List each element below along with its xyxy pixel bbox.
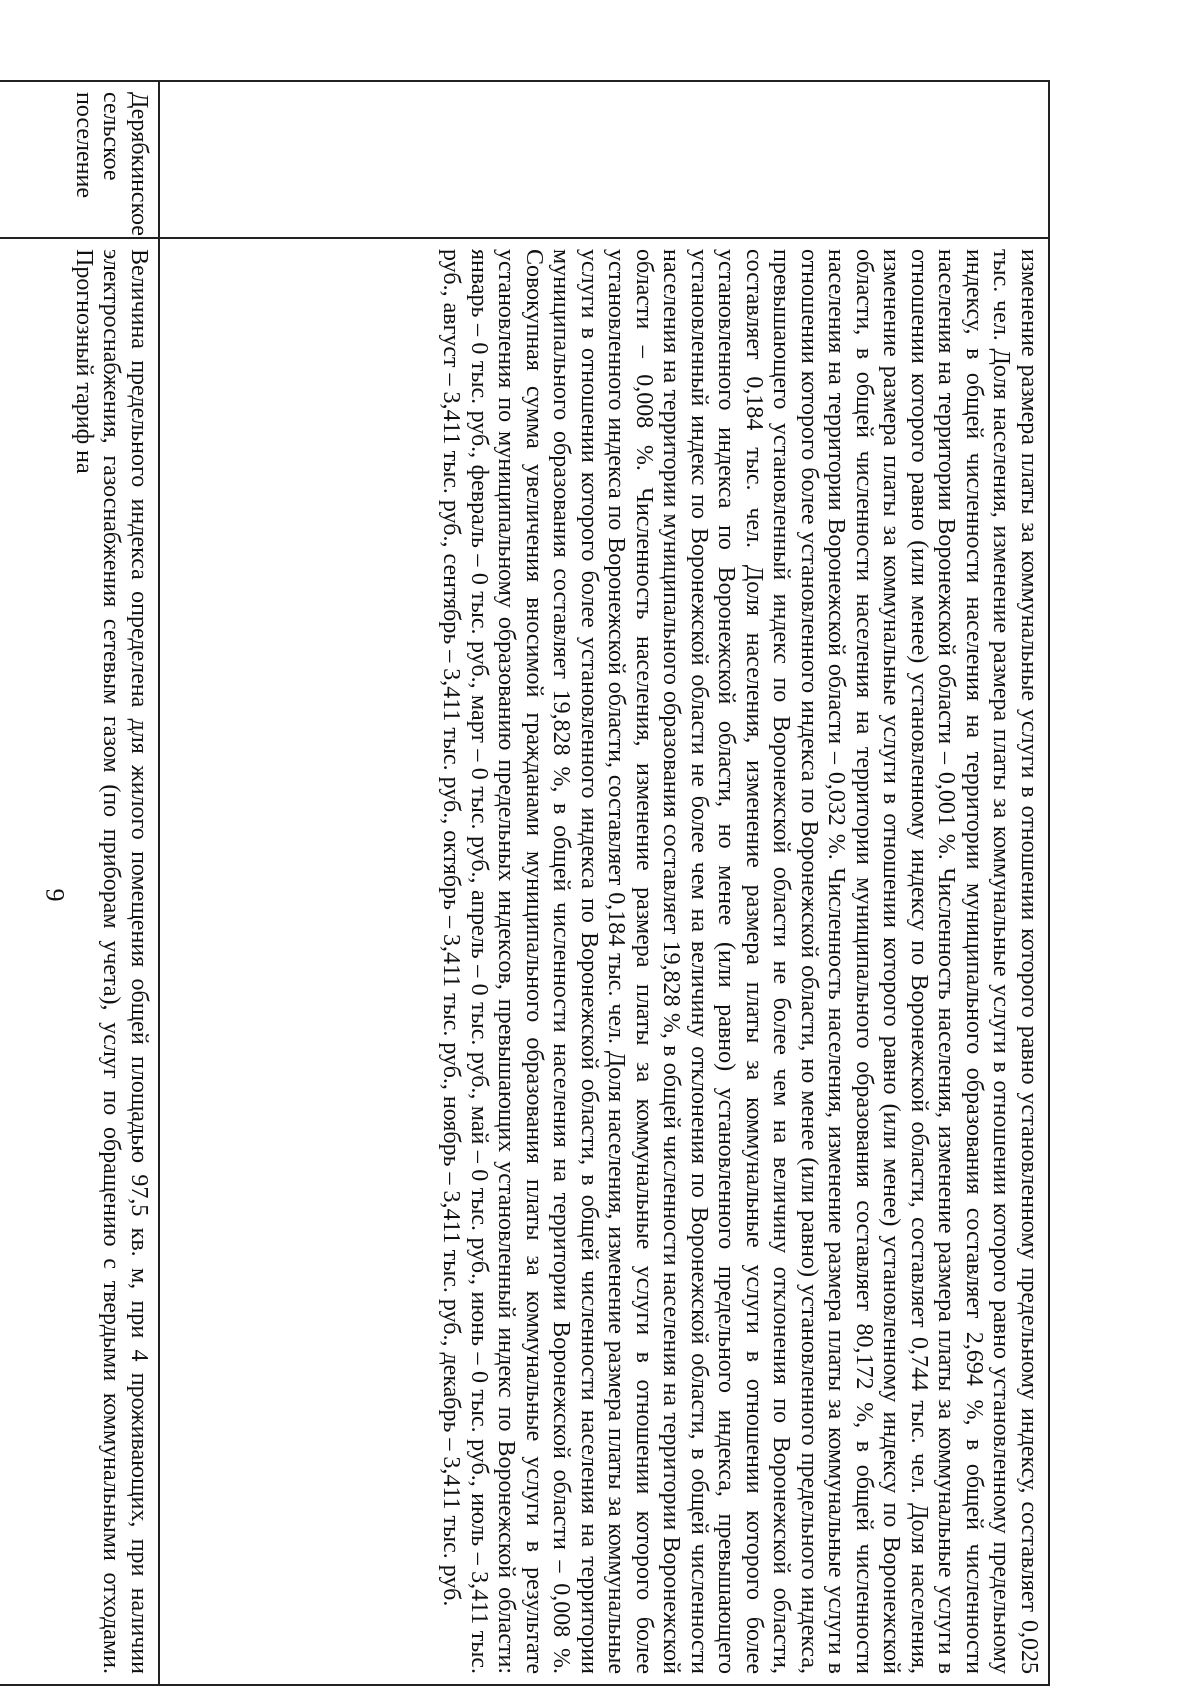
settlement-cell — [159, 81, 1049, 238]
description-cell — [159, 238, 1049, 1685]
description-text: Величина предельного индекса определена для жилого помещения общей площадью 97,5 кв. м, при 4 проживающих, при наличии электроснабжения, газоснабжения сетевым газом (по приборам учета), услуг по обращению с твердыми коммунальными отходами. Прогнозный тариф на — [71, 249, 152, 1674]
rotated-page — [0, 80, 1050, 1674]
index-table — [0, 80, 1050, 1686]
settlement-name: Дерябкинское сельское поселение — [71, 92, 152, 236]
description-cell — [0, 238, 159, 1685]
settlement-cell — [0, 81, 159, 238]
table-row — [159, 81, 1049, 1685]
table-row — [0, 81, 159, 1685]
page-number: 9 — [40, 888, 70, 902]
description-text: изменение размера платы за коммунальные услуги в отношении которого равно установленному предельному индексу, составляет 0,025 тыс. чел. Доля населения, изменение размера платы за коммунальные услуги в отношении которого равно установленному предельному индексу, в общей численности населения на территории муниципального образования составляет 2,694 %, в общей численности населения на территории Воронежской области – 0,001 %. Численность населения, изменение размера платы за коммунальные услуги в отношении которого равно (или менее) установленному индексу по Воронежской области, составляет 0,744 тыс. чел. Доля населения, изменение размера платы за коммунальные услуги в отношении которого равно (или менее) установленному индексу по Воронежской области, в общей численности населения на территории муниципального образования составляет 80,172 %, в общей численности населения на территории Воронежской области – 0,032 %. Численность населения, изменение размера платы за коммунальные услуги в отношении которого более установленного индекса по Воронежской области, но менее (или равно) установленного предельного индекса, превышающего установленный индекс по Воронежской области не более чем на величину отклонения по Воронежской области, составляет 0,184 тыс. чел. Доля населения, изменение размера платы за коммунальные услуги в отношении которого более установленного индекса по Воронежской области, но менее (или равно) установленного предельного индекса, превышающего установленный индекс по Воронежской области не более чем на величину отклонения по Воронежской области, в общей численности населения на территории муниципального образования составляет 19,828 %, в общей численности населения на территории Воронежской области – 0,008 %. Численность населения, изменение размера платы за коммунальные услуги в отношении которого более установленного индекса по Воронежской области, составляет 0,184 тыс. чел. Доля населения, изменение размера платы за коммунальные услуги в отношении которого более установленного индекса по Воронежской области, в общей численности населения на территории муниципального образования составляет 19,828 %, в общей численности населения на территории Воронежской области – 0,008 %. Совокупная сумма увеличения вносимой гражданами муниципального образования платы за коммунальные услуги в результате установления по муниципальному образованию предельных индексов, превышающих установленный индекс по Воронежской области: январь – 0 тыс. руб., февраль – 0 тыс. руб., март – 0 тыс. руб., апрель – 0 тыс. руб., май – 0 тыс. руб., июнь – 0 тыс. руб., июль – 3,411 тыс. руб., август – 3,411 тыс. руб., сентябрь – 3,411 тыс. руб., октябрь – 3,411 тыс. руб., ноябрь – 3,411 тыс. руб., декабрь – 3,411 тыс. руб. — [438, 249, 1042, 1674]
